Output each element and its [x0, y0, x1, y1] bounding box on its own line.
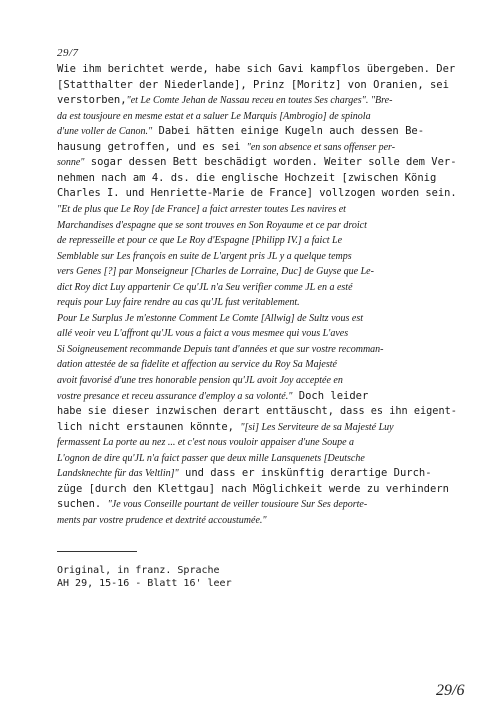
french-quote-text: fermassent La porte au nez ... et c'est nous vouloir appaiser d'une Soupe a: [57, 437, 355, 449]
german-text: hausung getroffen, und es sei: [57, 140, 247, 153]
french-quote-text: dict Roy dict Luy appartenir Ce qu'JL n'a Seu verifier comme JL en a esté: [57, 281, 353, 293]
german-text: verstorben,: [57, 94, 127, 107]
german-text: habe sie dieser inzwischen derart enttäuscht, dass es ihn eigent-: [57, 405, 457, 418]
text-line: [57, 281, 457, 294]
text-line: [57, 265, 457, 278]
german-text: und dass er inskünftig derartige Durch-: [178, 467, 432, 480]
french-quote-text: Si Soigneusement recommande Depuis tant d'années et que sur vostre recomman-: [57, 343, 384, 355]
french-quote-text: "Je vous Conseille pourtant de veiller tousioure Sur Ses deporte-: [107, 499, 368, 511]
text-line: [57, 467, 457, 480]
french-quote-text: vers Genes [?] par Monseigneur [Charles de Lorraine, Duc] de Guyse que Le-: [57, 266, 374, 278]
text-line: [57, 358, 457, 371]
german-text: Doch leider: [292, 389, 369, 402]
text-line: [57, 125, 457, 138]
french-quote-text: Pour Le Surplus Je m'estonne Comment Le Comte [Allwig] de Sultz vous est: [57, 312, 364, 324]
german-text: züge [durch den Klettgau] nach Möglichkeit werde zu verhindern: [57, 482, 449, 495]
german-text: Wie ihm berichtet werde, habe sich Gavi kampflos übergeben. Der: [57, 63, 456, 75]
french-quote-text: dation attestée de sa fidelite et affection au service du Roy Sa Majesté: [57, 359, 337, 371]
text-line: [57, 296, 457, 309]
text-line: [57, 498, 457, 511]
german-text: lich nicht erstaunen könnte,: [57, 420, 241, 433]
footnote-line-2: AH 29, 15-16 - Blatt 16' leer: [57, 578, 232, 589]
text-line: [57, 94, 457, 107]
text-line: [57, 312, 457, 325]
text-line: [57, 110, 457, 123]
french-quote-text: da est tousjoure en mesme estat et a saluer Le Marquis [Ambrogio] de spinola: [57, 110, 371, 122]
german-text: Dabei hätten einige Kugeln auch dessen Be-: [152, 125, 425, 138]
french-quote-text: Landsknechte für das Veltlin]": [57, 468, 179, 480]
text-line: [57, 79, 457, 92]
french-quote-text: vostre presance et receu assurance d'employ a sa volonté.": [57, 390, 293, 402]
text-line: [57, 514, 457, 527]
french-quote-text: allé veoir veu L'affront qu'JL vous a faict a vous mesmee qui vous L'aves: [57, 328, 349, 340]
archive-page-number: 29/6: [436, 682, 465, 699]
text-line: [57, 343, 457, 356]
german-text: Charles I. und Henriette-Marie de France] vollzogen worden sein.: [57, 187, 457, 200]
french-quote-text: d'une voller de Canon.": [57, 126, 153, 138]
german-text: [Statthalter der Niederlande], Prinz [Moritz] von Oranien, sei: [57, 78, 449, 91]
french-quote-text: Marchandises d'espagne que se sont trouves en Son Royaume et ce par droict: [57, 219, 367, 231]
french-quote-text: "[si] Les Serviteure de sa Majesté Luy: [240, 421, 394, 433]
text-line: [57, 187, 457, 200]
german-text: nehmen nach am 4. ds. die englische Hochzeit [zwischen König: [57, 171, 437, 184]
text-line: [57, 421, 457, 434]
text-line: [57, 203, 457, 216]
text-line: [57, 63, 457, 76]
text-line: [57, 234, 457, 247]
text-line: [57, 156, 456, 169]
footnote-line-1: Original, in franz. Sprache: [57, 565, 220, 576]
french-quote-text: "et Le Comte Jehan de Nassau receu en toutes Ses charges". "Bre-: [126, 95, 393, 107]
french-quote-text: L'ognon de dire qu'JL n'a faict passer que deux mille Lansquenets [Deutsche: [57, 452, 365, 464]
footnote-divider: [57, 551, 137, 552]
french-quote-text: ments par vostre prudence et dextrité accoustumée.": [57, 514, 267, 526]
french-quote-text: avoit favorisé d'une tres honorable pension qu'JL avoit Joy acceptée en: [57, 375, 343, 386]
french-quote-text: Semblable sur Les françois en suite de L'argent pris JL y a quelque temps: [57, 250, 352, 262]
text-line: [57, 141, 457, 154]
text-line: [57, 172, 457, 185]
text-line: [57, 390, 457, 403]
page-number: 29/7: [57, 47, 79, 59]
french-quote-text: "Et de plus que Le Roy [de France] a faict arrester toutes Les navires et: [57, 203, 346, 215]
french-quote-text: "en son absence et sans offenser per-: [246, 141, 396, 153]
text-line: [57, 250, 457, 263]
text-line: [57, 436, 457, 449]
text-line: [57, 327, 457, 340]
french-quote-text: sonne": [57, 157, 85, 169]
german-text: sogar dessen Bett beschädigt worden. Weiter solle dem Ver-: [84, 156, 457, 169]
text-line: [57, 374, 457, 387]
german-text: suchen.: [57, 498, 108, 511]
text-line: [57, 219, 457, 232]
text-line: [57, 483, 457, 496]
text-line: [57, 452, 457, 465]
text-line: [57, 405, 457, 418]
french-quote-text: de represseille et pour ce que Le Roy d'Espagne [Philipp IV.] a faict Le: [57, 235, 343, 247]
french-quote-text: requis pour Luy faire rendre au cas qu'JL fust veritablement.: [57, 297, 300, 309]
